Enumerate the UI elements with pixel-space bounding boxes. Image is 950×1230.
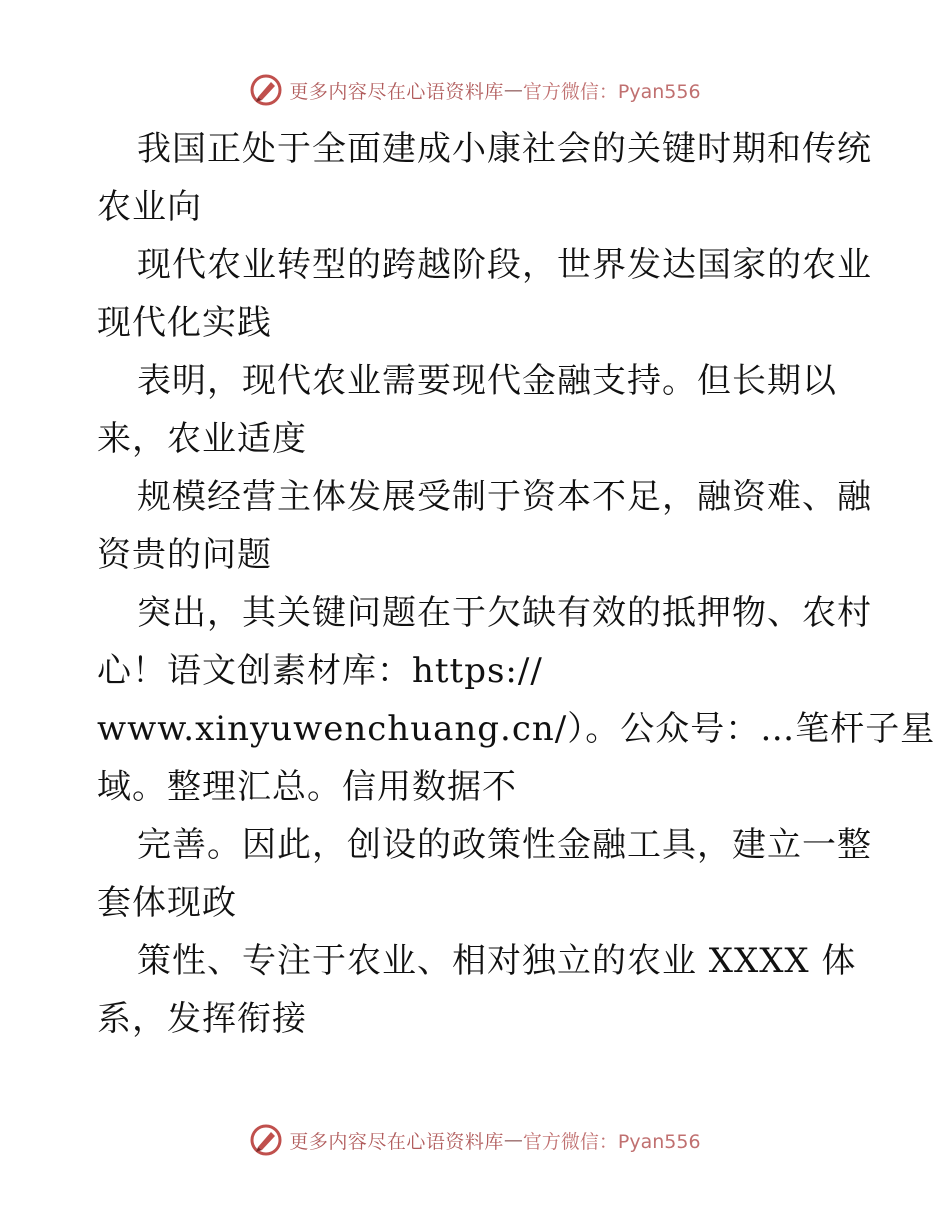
footer-banner-wechat: 官方微信：Pyan556 bbox=[522, 1130, 701, 1153]
body-line: www.xinyuwenchuang.cn/）。公众号：…笔杆子星 bbox=[97, 709, 936, 749]
footer-banner bbox=[0, 1120, 950, 1160]
body-line: 表明，现代农业需要现代金融支持。但长期以 bbox=[137, 361, 837, 401]
body-line: 现代化实践 bbox=[97, 303, 272, 343]
logo-icon bbox=[249, 1123, 283, 1157]
header-banner-text: 更多内容尽在心语资料库 bbox=[289, 80, 504, 103]
body-line: 系，发挥衔接 bbox=[97, 999, 307, 1039]
body-line: 心！语文创素材库：https:// bbox=[97, 651, 543, 691]
body-line: 策性、专注于农业、相对独立的农业 XXXX 体 bbox=[137, 941, 857, 981]
body-line: 我国正处于全面建成小康社会的关键时期和传统 bbox=[137, 129, 872, 169]
document-body bbox=[97, 120, 936, 1048]
footer-banner-separator: — bbox=[503, 1129, 523, 1151]
logo-icon bbox=[249, 73, 283, 107]
header-banner-separator: — bbox=[503, 79, 523, 101]
body-line: 现代农业转型的跨越阶段，世界发达国家的农业 bbox=[137, 245, 872, 285]
header-banner-wechat: 官方微信：Pyan556 bbox=[522, 80, 701, 103]
body-line: 域。整理汇总。信用数据不 bbox=[97, 767, 517, 807]
body-line: 套体现政 bbox=[97, 883, 237, 923]
body-line: 来，农业适度 bbox=[97, 419, 307, 459]
body-line: 农业向 bbox=[97, 187, 202, 227]
body-line: 完善。因此，创设的政策性金融工具，建立一整 bbox=[137, 825, 872, 865]
body-line: 突出，其关键问题在于欠缺有效的抵押物、农村 bbox=[137, 593, 872, 633]
body-line: 规模经营主体发展受制于资本不足，融资难、融 bbox=[137, 477, 872, 517]
body-line: 资贵的问题 bbox=[97, 535, 272, 575]
header-banner bbox=[0, 70, 950, 110]
footer-banner-text: 更多内容尽在心语资料库 bbox=[289, 1130, 504, 1153]
